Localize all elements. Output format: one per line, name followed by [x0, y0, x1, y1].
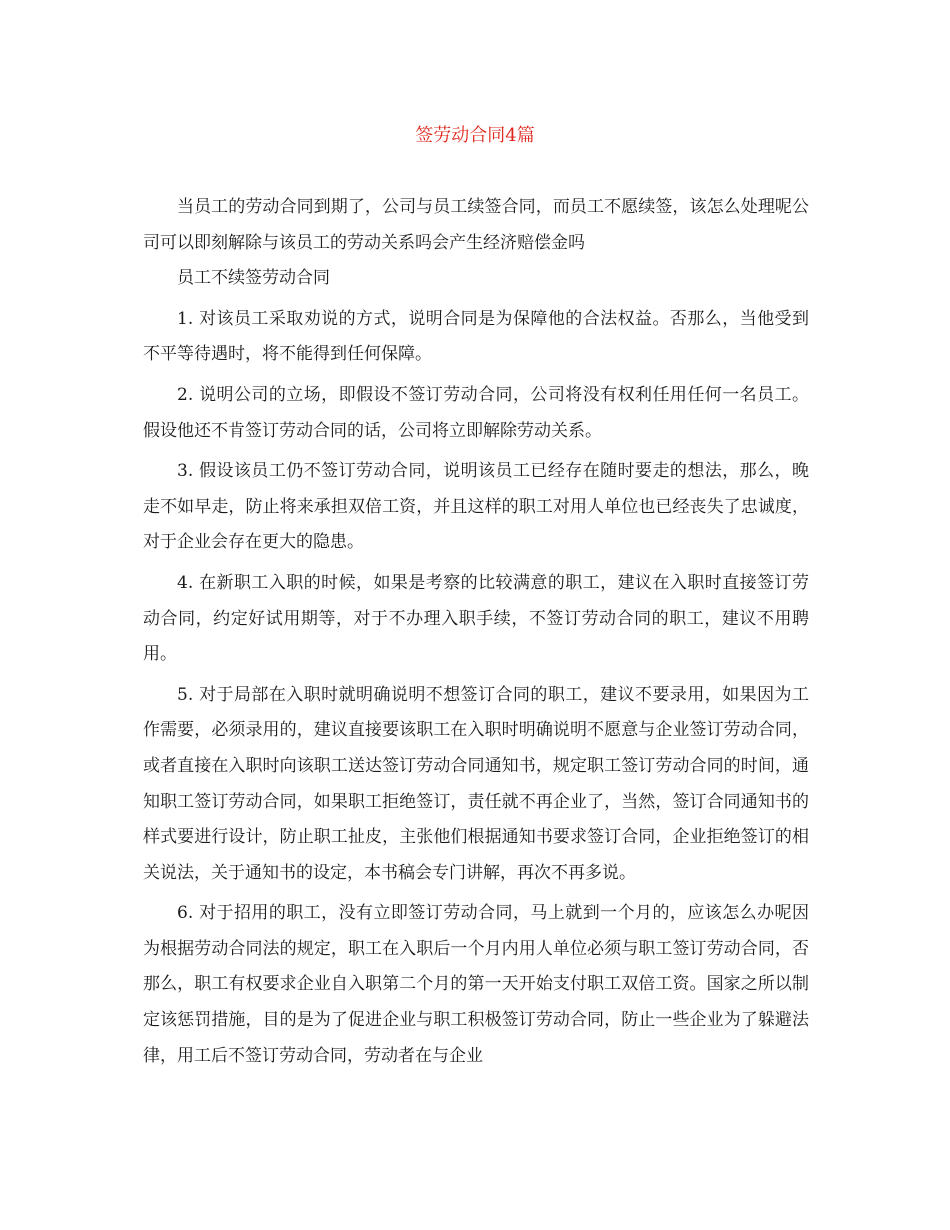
list-item-1: 1. 对该员工采取劝说的方式，说明合同是为保障他的合法权益。否那么，当他受到不平等待遇时，将不能得到任何保障。: [143, 308, 809, 365]
intro-paragraph: 当员工的劳动合同到期了，公司与员工续签合同，而员工不愿续签，该怎么处理呢公司可以即刻解除与该员工的劳动关系吗会产生经济赔偿金吗: [143, 197, 809, 253]
section-heading: 员工不续签劳动合同: [177, 268, 330, 289]
list-item-5: 5. 对于局部在入职时就明确说明不想签订合同的职工，建议不要录用，如果因为工作需要，必须录用的，建议直接要该职工在入职时明确说明不愿意与企业签订劳动合同，或者直接在入职时向该职工送达签订劳动合同通知书，规定职工签订劳动合同的时间，通知职工签订劳动合同，如果职工拒绝签订，责任就不再企业了，当然，签订合同通知书的样式要进行设计，防止职工扯皮，主张他们根据通知书要求签订合同，企业拒绝签订的相关说法，关于通知书的设定，本书稿会专门讲解，再次不再多说。: [143, 684, 809, 883]
list-item-6: 6. 对于招用的职工，没有立即签订劳动合同，马上就到一个月的，应该怎么办呢因为根据劳动合同法的规定，职工在入职后一个月内用人单位必须与职工签订劳动合同，否那么，职工有权要求企业自入职第二个月的第一天开始支付职工双倍工资。国家之所以制定该惩罚措施，目的是为了促进企业与职工积极签订劳动合同，防止一些企业为了躲避法律，用工后不签订劳动合同，劳动者在与企业: [143, 903, 809, 1066]
list-item-2: 2. 说明公司的立场，即假设不签订劳动合同，公司将没有权利任用任何一名员工。假设他还不肯签订劳动合同的话，公司将立即解除劳动关系。: [143, 384, 809, 441]
list-item-4: 4. 在新职工入职的时候，如果是考察的比较满意的职工，建议在入职时直接签订劳动合同，约定好试用期等，对于不办理入职手续，不签订劳动合同的职工，建议不用聘用。: [143, 572, 809, 665]
document-body: [143, 190, 809, 1074]
list-item-3: 3. 假设该员工仍不签订劳动合同，说明该员工已经存在随时要走的想法，那么，晚走不如早走，防止将来承担双倍工资，并且这样的职工对用人单位也已经丧失了忠诚度，对于企业会存在更大的隐患。: [143, 461, 809, 553]
document-title: 签劳动合同4篇: [415, 125, 535, 146]
